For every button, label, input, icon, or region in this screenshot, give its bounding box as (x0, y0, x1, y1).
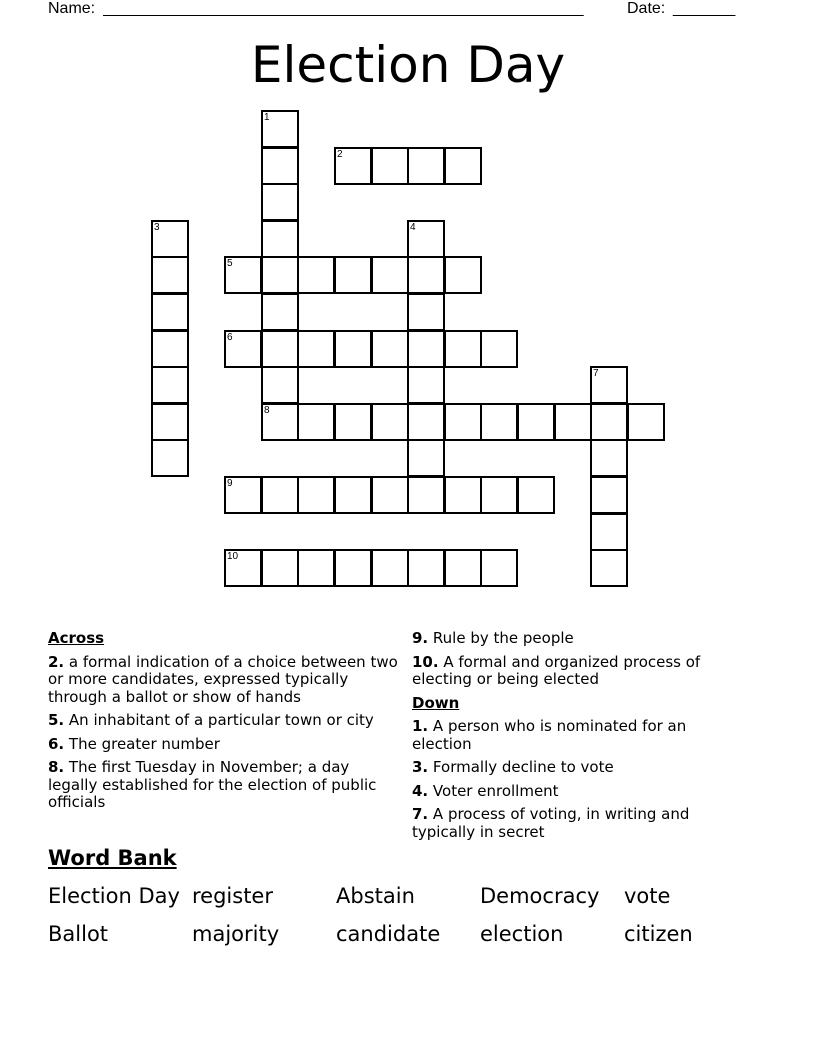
clue-number: 7 (593, 368, 599, 379)
crossword-cell[interactable] (407, 293, 445, 331)
word-bank-word: Abstain (336, 884, 415, 908)
crossword-cell[interactable] (480, 330, 518, 368)
crossword-cell[interactable] (297, 476, 335, 514)
word-bank-word: election (480, 922, 564, 946)
word-bank-word: Election Day (48, 884, 180, 908)
down-heading: Down (412, 693, 460, 712)
page-title: Election Day (250, 36, 566, 94)
crossword-cell[interactable] (480, 403, 518, 441)
crossword-cell[interactable] (261, 110, 299, 148)
word-bank-word: vote (624, 884, 671, 908)
crossword-cell[interactable] (151, 330, 189, 368)
crossword-cell[interactable] (297, 256, 335, 294)
clue-down-7: 7. A process of voting, in writing and typically in secret (412, 805, 690, 841)
clue-number: 5 (227, 258, 233, 269)
crossword-cell[interactable] (407, 366, 445, 404)
crossword-cell[interactable] (334, 330, 372, 368)
crossword-cell[interactable] (407, 256, 445, 294)
crossword-cell[interactable] (151, 366, 189, 404)
crossword-cell[interactable] (590, 439, 628, 477)
clue-down-3: 3. Formally decline to vote (412, 758, 614, 776)
crossword-cell[interactable] (480, 476, 518, 514)
crossword-cell[interactable] (151, 256, 189, 294)
crossword-cell[interactable] (297, 330, 335, 368)
crossword-cell[interactable] (261, 366, 299, 404)
crossword-cell[interactable] (261, 330, 299, 368)
crossword-cell[interactable] (371, 549, 409, 587)
crossword-cell[interactable] (371, 330, 409, 368)
clue-down-1: 1. A person who is nominated for an election (412, 717, 687, 753)
date-label: Date: (627, 0, 666, 17)
crossword-cell[interactable] (407, 220, 445, 258)
crossword-cell[interactable] (151, 220, 189, 258)
clue-number: 2 (337, 149, 343, 160)
crossword-cell[interactable] (480, 549, 518, 587)
crossword-cell[interactable] (261, 220, 299, 258)
crossword-cell[interactable] (261, 256, 299, 294)
crossword-cell[interactable] (371, 403, 409, 441)
name-line: ______________________________________________________ (103, 0, 584, 17)
crossword-cell[interactable] (224, 549, 262, 587)
name-label: Name: (48, 0, 96, 17)
clue-number: 1 (264, 112, 270, 123)
crossword-cell[interactable] (224, 330, 262, 368)
clue-number: 6 (227, 332, 233, 343)
crossword-cell[interactable] (334, 403, 372, 441)
crossword-cell[interactable] (444, 549, 482, 587)
clues-left-column (48, 630, 398, 818)
crossword-cell[interactable] (407, 549, 445, 587)
clue-across-5: 5. An inhabitant of a particular town or city (48, 711, 374, 729)
crossword-cell[interactable] (590, 513, 628, 551)
crossword-cell[interactable] (554, 403, 592, 441)
clue-across-8: 8. The first Tuesday in November; a day legally established for the election of public officials (48, 758, 377, 811)
clue-number: 10 (227, 551, 239, 562)
crossword-cell[interactable] (261, 476, 299, 514)
crossword-cell[interactable] (590, 366, 628, 404)
crossword-cell[interactable] (334, 549, 372, 587)
crossword-cell[interactable] (407, 147, 445, 185)
crossword-cell[interactable] (590, 476, 628, 514)
crossword-cell[interactable] (297, 403, 335, 441)
crossword-cell[interactable] (407, 476, 445, 514)
crossword-cell[interactable] (261, 183, 299, 221)
date-line: _______ (673, 0, 736, 17)
crossword-cell[interactable] (334, 256, 372, 294)
crossword-cell[interactable] (151, 439, 189, 477)
crossword-cell[interactable] (151, 293, 189, 331)
crossword-cell[interactable] (261, 147, 299, 185)
clue-down-4: 4. Voter enrollment (412, 781, 559, 800)
word-bank-title: Word Bank (48, 846, 177, 870)
crossword-cell[interactable] (407, 439, 445, 477)
crossword-cell[interactable] (444, 147, 482, 185)
crossword-cell[interactable] (371, 476, 409, 514)
word-bank-word: register (192, 884, 273, 908)
crossword-cell[interactable] (444, 403, 482, 441)
crossword-cell[interactable] (444, 330, 482, 368)
word-bank-word: Ballot (48, 922, 109, 946)
crossword-cell[interactable] (261, 549, 299, 587)
across-heading: Across (48, 629, 105, 647)
crossword-cell[interactable] (590, 403, 628, 441)
clue-number: 9 (227, 478, 233, 489)
crossword-cell[interactable] (407, 403, 445, 441)
crossword-cell[interactable] (444, 256, 482, 294)
crossword-cell[interactable] (334, 476, 372, 514)
word-bank-word: Democracy (480, 884, 600, 908)
crossword-cell[interactable] (261, 403, 299, 441)
crossword-cell[interactable] (151, 403, 189, 441)
crossword-cell[interactable] (371, 256, 409, 294)
crossword-cell[interactable] (627, 403, 665, 441)
clue-number: 8 (264, 405, 270, 416)
crossword-cell[interactable] (261, 293, 299, 331)
crossword-cell[interactable] (517, 476, 555, 514)
crossword-cell[interactable] (371, 147, 409, 185)
clue-number: 3 (154, 222, 160, 233)
word-bank-word: candidate (336, 922, 441, 946)
crossword-cell[interactable] (590, 549, 628, 587)
clue-across-10: 10. A formal and organized process of electing or being elected (412, 652, 701, 688)
crossword-cell[interactable] (407, 330, 445, 368)
crossword-cell[interactable] (224, 476, 262, 514)
crossword-cell[interactable] (297, 549, 335, 587)
clue-across-2: 2. a formal indication of a choice between two or more candidates, expressed typically through a ballot or show of hands (48, 652, 398, 706)
clue-number: 4 (410, 222, 416, 233)
clue-across-9: 9. Rule by the people (412, 629, 574, 647)
clue-across-6: 6. The greater number (48, 734, 220, 753)
crossword-cell[interactable] (224, 256, 262, 294)
crossword-cell[interactable] (517, 403, 555, 441)
word-bank-word: citizen (624, 922, 693, 946)
word-bank-word: majority (192, 922, 280, 946)
crossword-cell[interactable] (334, 147, 372, 185)
clues-right-column (412, 630, 732, 847)
crossword-cell[interactable] (444, 476, 482, 514)
